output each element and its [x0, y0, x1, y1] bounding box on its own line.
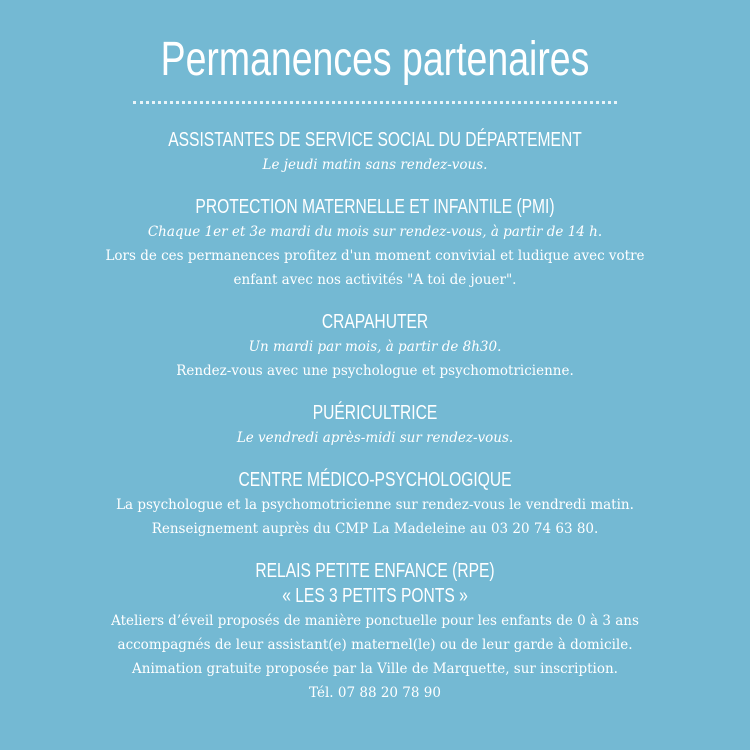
- dotted-divider: [133, 101, 617, 104]
- section-crapahuter: [0, 310, 750, 383]
- section-social-assistants: [0, 128, 750, 177]
- sections: [0, 128, 750, 705]
- section-text: Renseignement auprès du CMP La Madeleine au 03 20 74 63 80.: [151, 521, 599, 537]
- section-phone: Tél. 07 88 20 78 90: [309, 685, 441, 701]
- section-schedule: Chaque 1er et 3e mardi du mois sur rendez-vous, à partir de 14 h.: [147, 224, 603, 240]
- section-schedule: Un mardi par mois, à partir de 8h30.: [248, 339, 502, 355]
- section-heading: ASSISTANTES DE SERVICE SOCIAL DU DÉPARTEMENT: [168, 129, 582, 151]
- section-text: Ateliers d’éveil proposés de manière ponctuelle pour les enfants de 0 à 3 ans: [111, 613, 639, 629]
- section-text: Rendez-vous avec une psychologue et psychomotricienne.: [176, 363, 574, 379]
- section-heading: RELAIS PETITE ENFANCE (RPE): [255, 560, 495, 582]
- page-title: Permanences partenaires: [160, 33, 590, 86]
- section-heading: CENTRE MÉDICO-PSYCHOLOGIQUE: [238, 469, 512, 491]
- section-pmi: [0, 195, 750, 292]
- section-heading: PROTECTION MATERNELLE ET INFANTILE (PMI): [195, 196, 555, 218]
- section-heading: PUÉRICULTRICE: [312, 402, 438, 424]
- section-subheading: « LES 3 PETITS PONTS »: [282, 585, 468, 607]
- section-puericultrice: [0, 401, 750, 450]
- section-rpe: [0, 559, 750, 705]
- section-heading: CRAPAHUTER: [321, 311, 429, 333]
- section-text: La psychologue et la psychomotricienne sur rendez-vous le vendredi matin.: [116, 497, 634, 513]
- section-text: Lors de ces permanences profitez d'un moment convivial et ludique avec votre: [105, 248, 645, 264]
- section-text: accompagnés de leur assistant(e) maternel(le) ou de leur garde à domicile.: [117, 637, 633, 653]
- section-text: enfant avec nos activités "A toi de jouer".: [233, 272, 517, 288]
- section-schedule: Le jeudi matin sans rendez-vous.: [262, 157, 488, 173]
- section-schedule: Le vendredi après-midi sur rendez-vous.: [236, 430, 514, 446]
- section-cmp: [0, 468, 750, 541]
- section-text: Animation gratuite proposée par la Ville de Marquette, sur inscription.: [132, 661, 618, 677]
